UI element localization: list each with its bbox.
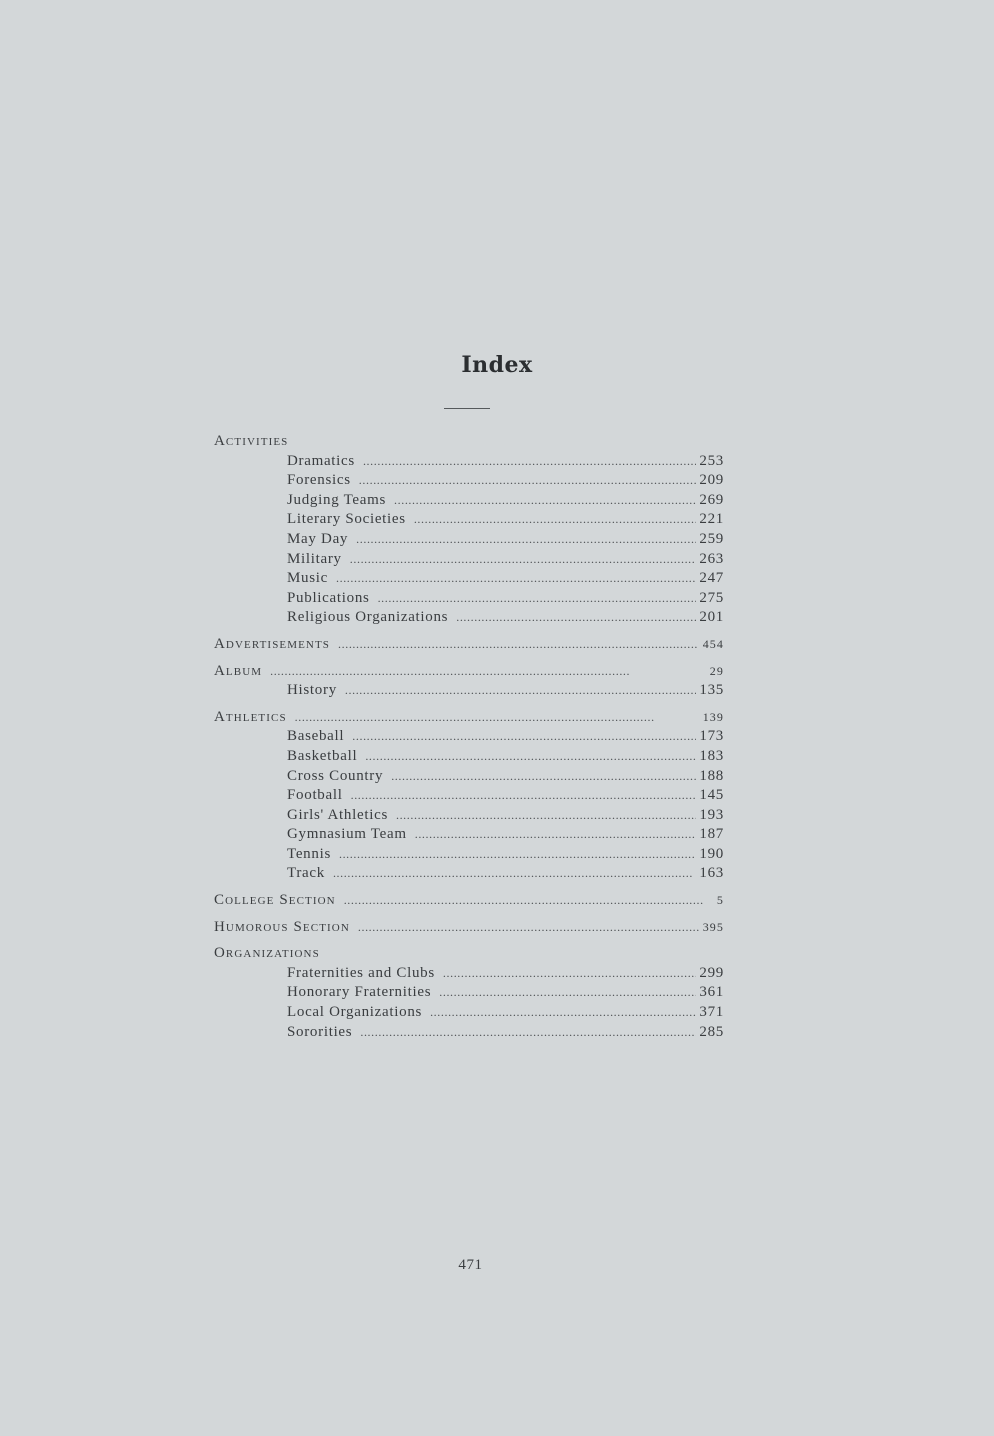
index-entry (214, 727, 724, 747)
entry-label: Literary Societies (287, 511, 406, 528)
entry-page-number: 269 (699, 491, 724, 508)
entry-page-number: 190 (699, 845, 724, 862)
index-section (214, 944, 724, 1042)
entry-label: History (287, 682, 337, 699)
entry-page-number: 263 (699, 550, 724, 567)
index-entry (214, 786, 724, 806)
entry-page-number: 247 (699, 570, 724, 587)
entry-label: Track (287, 865, 325, 882)
dot-leader (378, 589, 697, 609)
dot-leader (358, 918, 700, 938)
entry-label: Baseball (287, 728, 345, 745)
entry-label: Publications (287, 589, 370, 606)
dot-leader (352, 727, 696, 747)
entry-page-number: 259 (699, 530, 724, 547)
heading-label: Humorous Section (214, 918, 350, 935)
index-entry (214, 845, 724, 865)
dot-leader (360, 1023, 696, 1043)
title-rule (444, 408, 490, 409)
entry-page-number: 163 (699, 865, 724, 882)
dot-leader (443, 964, 697, 984)
dot-leader (336, 569, 696, 589)
index-entry (214, 806, 724, 826)
entry-label: Sororities (287, 1023, 353, 1040)
entry-page-number: 193 (699, 806, 724, 823)
index-entry (214, 510, 724, 530)
dot-leader (338, 635, 700, 655)
heading-page-number: 395 (702, 919, 724, 934)
entry-label: Dramatics (287, 452, 355, 469)
dot-leader (345, 681, 696, 701)
index-entry (214, 471, 724, 491)
entry-label: Local Organizations (287, 1004, 423, 1021)
dot-leader (339, 845, 696, 865)
index-entry (214, 608, 724, 628)
entry-page-number: 285 (699, 1023, 724, 1040)
index-entry (214, 767, 724, 787)
index-heading (214, 708, 724, 728)
entry-label: Tennis (287, 845, 331, 862)
heading-label: Album (214, 662, 263, 679)
entry-label: Football (287, 787, 343, 804)
index-heading (214, 432, 724, 452)
dot-leader (456, 608, 696, 628)
dot-leader (391, 767, 696, 787)
index-entry (214, 747, 724, 767)
index-section (214, 635, 724, 655)
entry-label: Forensics (287, 472, 351, 489)
entry-page-number: 135 (699, 682, 724, 699)
entry-page-number: 188 (699, 767, 724, 784)
index-section (214, 918, 724, 938)
entry-label: Basketball (287, 747, 358, 764)
entry-label: Girls' Athletics (287, 806, 388, 823)
heading-label: Activities (214, 433, 289, 449)
dot-leader (363, 452, 696, 472)
entry-page-number: 187 (699, 826, 724, 843)
index-entry (214, 452, 724, 472)
dot-leader (344, 891, 714, 911)
entry-label: May Day (287, 530, 349, 547)
entry-page-number: 299 (699, 964, 724, 981)
dot-leader (350, 550, 697, 570)
index-section (214, 432, 724, 628)
index-entry (214, 530, 724, 550)
index-section (214, 708, 724, 884)
dot-leader (394, 491, 696, 511)
dot-leader (430, 1003, 696, 1023)
index-entry (214, 491, 724, 511)
entry-page-number: 253 (699, 452, 724, 469)
entry-label: Fraternities and Clubs (287, 964, 435, 981)
entry-page-number: 183 (699, 747, 724, 764)
index-heading (214, 918, 724, 938)
entry-label: Judging Teams (287, 491, 387, 508)
dot-leader (356, 530, 696, 550)
index-entry (214, 864, 724, 884)
index-heading (214, 891, 724, 911)
index-entry (214, 589, 724, 609)
index-heading (214, 662, 724, 682)
dot-leader (270, 662, 707, 682)
index-entry (214, 1023, 724, 1043)
page-number: 471 (458, 1257, 483, 1273)
dot-leader (359, 471, 697, 491)
entry-page-number: 275 (699, 589, 724, 606)
heading-label: Advertisements (214, 635, 331, 652)
index-entry (214, 825, 724, 845)
entry-label: Music (287, 570, 328, 587)
entry-page-number: 371 (699, 1004, 724, 1021)
index-heading (214, 944, 724, 964)
index-heading (214, 635, 724, 655)
index-entry (214, 964, 724, 984)
dot-leader (351, 786, 697, 806)
entry-page-number: 221 (699, 511, 724, 528)
heading-page-number: 5 (716, 893, 724, 908)
dot-leader (396, 806, 696, 826)
index-entry (214, 550, 724, 570)
entry-page-number: 361 (699, 984, 724, 1001)
index-entry (214, 569, 724, 589)
entry-label: Military (287, 550, 342, 567)
index-entry (214, 681, 724, 701)
index-entry (214, 983, 724, 1003)
heading-page-number: 454 (702, 636, 724, 651)
index-entry (214, 1003, 724, 1023)
dot-leader (414, 510, 697, 530)
dot-leader (295, 708, 700, 728)
index-list (214, 432, 724, 1049)
heading-label: Organizations (214, 945, 320, 962)
entry-page-number: 173 (699, 728, 724, 745)
dot-leader (415, 825, 697, 845)
index-section (214, 891, 724, 911)
heading-label: College Section (214, 892, 336, 909)
entry-label: Cross Country (287, 767, 384, 784)
entry-page-number: 201 (699, 609, 724, 626)
entry-page-number: 145 (699, 787, 724, 804)
dot-leader (333, 864, 696, 884)
entry-page-number: 209 (699, 472, 724, 489)
heading-label: Athletics (214, 708, 287, 725)
index-section (214, 662, 724, 701)
entry-label: Honorary Fraternities (287, 984, 432, 1001)
page-title: Index (461, 352, 533, 378)
entry-label: Religious Organizations (287, 609, 449, 626)
heading-page-number: 139 (702, 709, 724, 724)
dot-leader (365, 747, 696, 767)
dot-leader (439, 983, 696, 1003)
entry-label: Gymnasium Team (287, 826, 407, 843)
heading-page-number: 29 (709, 663, 724, 678)
